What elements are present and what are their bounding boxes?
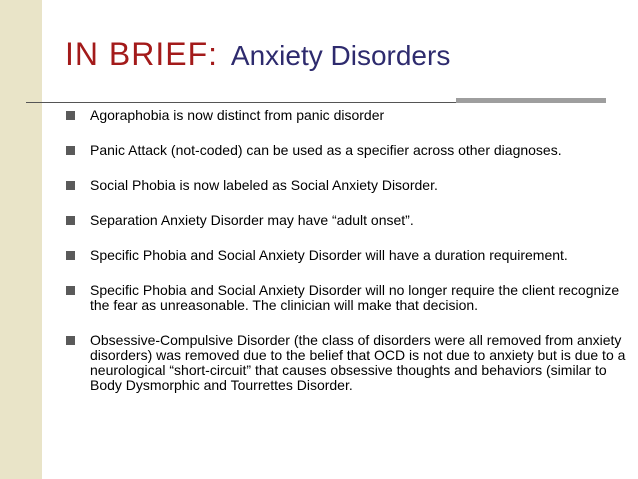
bullet-text: Separation Anxiety Disorder may have “adult onset”.: [90, 212, 414, 228]
bullet-list: [66, 108, 626, 413]
list-item: [66, 178, 626, 193]
left-accent-bar: [0, 0, 42, 479]
list-item: [66, 283, 626, 313]
bullet-text: Agoraphobia is now distinct from panic disorder: [90, 107, 385, 123]
bullet-text: Panic Attack (not-coded) can be used as a specifier across other diagnoses.: [90, 142, 562, 158]
bullet-text: Specific Phobia and Social Anxiety Disorder will no longer require the client recognize the fear as unreasonable. The clinician will make that decision.: [90, 282, 620, 313]
square-bullet-icon: [66, 336, 75, 345]
title-main: Anxiety Disorders: [230, 40, 451, 71]
square-bullet-icon: [66, 251, 75, 260]
list-item: [66, 108, 626, 123]
title-divider-accent: [456, 98, 606, 103]
bullet-text: Social Phobia is now labeled as Social Anxiety Disorder.: [90, 177, 438, 193]
list-item: [66, 213, 626, 228]
square-bullet-icon: [66, 146, 75, 155]
bullet-text: Obsessive-Compulsive Disorder (the class of disorders were all removed from anxiety disorders) was removed due to the belief that OCD is not due to anxiety but is due to a neurological “short-circuit” that causes obsessive thoughts and behaviors (similar to Body Dysmorphic and Tourrettes Disorder.: [90, 332, 626, 393]
title-prefix: IN BRIEF:: [65, 36, 219, 72]
list-item: [66, 143, 626, 158]
slide-title: [65, 36, 450, 73]
square-bullet-icon: [66, 111, 75, 120]
square-bullet-icon: [66, 286, 75, 295]
list-item: [66, 248, 626, 263]
square-bullet-icon: [66, 181, 75, 190]
bullet-text: Specific Phobia and Social Anxiety Disorder will have a duration requirement.: [90, 247, 568, 263]
list-item: [66, 333, 626, 393]
square-bullet-icon: [66, 216, 75, 225]
